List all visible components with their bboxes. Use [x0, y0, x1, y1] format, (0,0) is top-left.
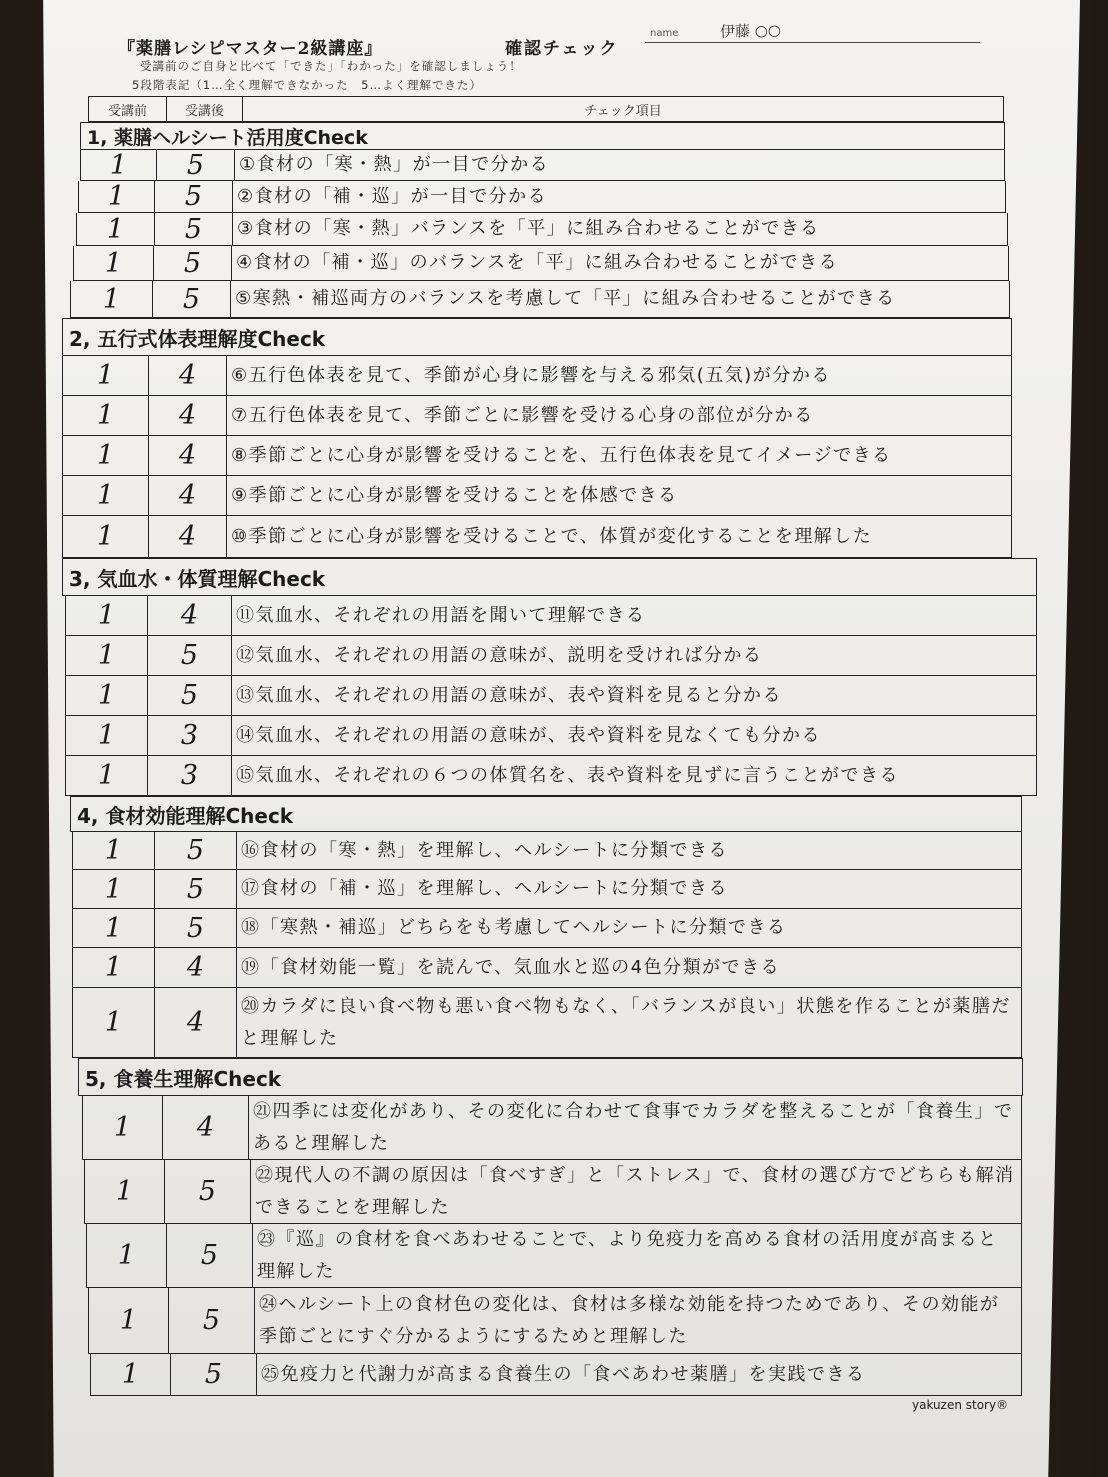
score-before: 1	[63, 396, 149, 435]
check-item-text: ⑪気血水、それぞれの用語を聞いて理解できる	[236, 604, 646, 626]
check-item-text: ⑯食材の「寒・熱」を理解し、ヘルシートに分類できる	[241, 839, 729, 861]
score-before: 1	[81, 150, 157, 180]
score-after: 5	[154, 246, 232, 280]
table-row	[72, 832, 1022, 870]
check-item-text: ⑬気血水、それぞれの用語の意味が、表や資料を見ると分かる	[236, 684, 782, 706]
score-before: 1	[83, 1096, 163, 1159]
score-after: 4	[149, 476, 227, 515]
name-value: 伊藤 ○○	[719, 20, 782, 42]
table-row	[90, 1354, 1022, 1396]
check-item-text: ⑰食材の「補・巡」を理解し、ヘルシートに分類できる	[241, 878, 729, 900]
score-before: 1	[89, 1288, 169, 1353]
table-row	[86, 1224, 1022, 1288]
score-before: 1	[73, 909, 155, 947]
score-before: 1	[85, 1160, 165, 1223]
table-row	[88, 1288, 1022, 1354]
check-item-text: ⑦五行色体表を見て、季節ごとに影響を受ける心身の部位が分かる	[231, 404, 814, 426]
score-after: 4	[148, 596, 232, 635]
score-after: 3	[148, 716, 232, 755]
score-before: 1	[73, 948, 155, 987]
score-before: 1	[73, 870, 155, 908]
score-after: 4	[149, 396, 227, 435]
score-before: 1	[79, 181, 155, 212]
instruction-line-2: 5段階表記（1…全く理解できなかった 5…よく理解できた）	[132, 78, 482, 92]
score-before: 1	[66, 716, 148, 755]
table-row	[65, 596, 1037, 636]
check-item-text: ⑩季節ごとに心身が影響を受けることで、体質が変化することを理解した	[231, 525, 873, 547]
score-before: 1	[73, 988, 155, 1057]
header-after: 受講後	[167, 97, 243, 121]
score-before: 1	[63, 516, 149, 557]
check-item-text: ㉑四季には変化があり、その変化に合わせて食事でカラダを整えることが「食養生」であると理解した	[253, 1101, 1014, 1154]
check-item-text: ⑲「食材効能一覧」を読んで、気血水と巡の4色分類ができる	[241, 956, 781, 978]
check-item-text: ㉓『巡』の食材を食べあわせることで、より免疫力を高める食材の活用度が高まると理解した	[257, 1229, 998, 1282]
table-row	[65, 716, 1037, 756]
score-after: 4	[149, 436, 227, 475]
table-row	[72, 948, 1022, 988]
table-row	[72, 870, 1022, 909]
check-item-text: ㉔ヘルシート上の食材色の変化は、食材は多様な効能を持つためであり、その効能が季節ごとにすぐ分かるようにするためと理解した	[259, 1294, 1000, 1347]
check-item-text: ⑫気血水、それぞれの用語の意味が、説明を受ければ分かる	[236, 644, 763, 666]
table-row	[65, 756, 1037, 796]
score-before: 1	[74, 246, 154, 280]
check-item-text: ①食材の「寒・熱」が一目で分かる	[239, 154, 550, 176]
check-item-text: ⑮気血水、それぞれの６つの体質名を、表や資料を見ずに言うことができる	[236, 764, 899, 786]
score-after: 5	[169, 1288, 255, 1353]
score-before: 1	[91, 1354, 171, 1395]
check-item-text: ⑥五行色体表を見て、季節が心身に影響を与える邪気(五気)が分かる	[231, 364, 831, 386]
table-row	[72, 988, 1022, 1058]
score-after: 5	[155, 213, 233, 245]
score-after: 5	[155, 832, 237, 869]
table-row	[62, 436, 1012, 476]
table-row	[80, 150, 1005, 181]
name-label: name	[650, 28, 679, 39]
score-before: 1	[77, 213, 155, 245]
score-after: 5	[148, 676, 232, 715]
table-row	[70, 281, 1010, 318]
score-before: 1	[73, 832, 155, 869]
score-after: 5	[157, 150, 235, 180]
score-after: 5	[155, 909, 237, 947]
score-after: 4	[163, 1096, 249, 1159]
check-item-text: ⑧季節ごとに心身が影響を受けることを、五行色体表を見てイメージできる	[231, 444, 892, 466]
section-title: 3, 気血水・体質理解Check	[62, 558, 1037, 596]
score-before: 1	[66, 596, 148, 635]
footer-brand: yakuzen story®	[912, 1398, 1009, 1412]
check-item-text: ④食材の「補・巡」のバランスを「平」に組み合わせることができる	[236, 252, 839, 274]
score-after: 5	[165, 1160, 251, 1223]
header-item: チェック項目	[584, 103, 662, 119]
score-after: 4	[149, 356, 227, 395]
score-after: 5	[155, 181, 233, 212]
table-row	[76, 213, 1008, 246]
score-after: 4	[155, 948, 237, 987]
header-before: 受講前	[89, 97, 167, 121]
check-item-text: ③食材の「寒・熱」バランスを「平」に組み合わせることができる	[237, 218, 820, 240]
table-row	[62, 476, 1012, 516]
check-item-text: ⑤寒熱・補巡両方のバランスを考慮して「平」に組み合わせることができる	[235, 288, 896, 310]
table-row	[78, 181, 1006, 213]
table-row	[62, 396, 1012, 436]
table-row	[82, 1096, 1022, 1160]
score-after: 5	[167, 1224, 253, 1287]
table-header	[88, 96, 1004, 122]
score-before: 1	[66, 676, 148, 715]
score-before: 1	[63, 476, 149, 515]
score-before: 1	[71, 281, 153, 317]
table-row	[72, 909, 1022, 948]
check-item-text: ⑱「寒熱・補巡」どちらをも考慮してヘルシートに分類できる	[241, 917, 787, 939]
check-item-text: ⑭気血水、それぞれの用語の意味が、表や資料を見なくても分かる	[236, 724, 821, 746]
score-after: 5	[153, 281, 231, 317]
section-title: 2, 五行式体表理解度Check	[62, 318, 1012, 356]
score-after: 5	[171, 1354, 257, 1395]
section-title: 4, 食材効能理解Check	[70, 796, 1022, 832]
section-title: 1, 薬膳ヘルシート活用度Check	[80, 122, 1005, 150]
score-after: 4	[149, 516, 227, 557]
score-before: 1	[66, 756, 148, 795]
check-item-text: ⑨季節ごとに心身が影響を受けることを体感できる	[231, 484, 678, 506]
score-before: 1	[63, 356, 149, 395]
name-underline	[645, 42, 980, 43]
document-title: 『薬膳レシピマスター2級講座』	[118, 39, 383, 59]
score-after: 5	[155, 870, 237, 908]
score-after: 3	[148, 756, 232, 795]
check-item-text: ㉕免疫力と代謝力が高まる食養生の「食べあわせ薬膳」を実践できる	[261, 1363, 866, 1385]
table-row	[73, 246, 1009, 281]
score-before: 1	[87, 1224, 167, 1287]
table-row	[65, 676, 1037, 716]
score-after: 4	[155, 988, 237, 1057]
table-row	[62, 516, 1012, 558]
instruction-line-1: 受講前のご自身と比べて「できた」「わかった」を確認しましょう！	[140, 59, 522, 73]
check-item-text: ㉒現代人の不調の原因は「食べすぎ」と「ストレス」で、食材の選び方でどちらも解消できることを理解した	[255, 1165, 1015, 1218]
score-before: 1	[63, 436, 149, 475]
check-item-text: ②食材の「補・巡」が一目で分かる	[237, 185, 548, 207]
check-item-text: ⑳カラダに良い食べ物も悪い食べ物もなく、「バランスが良い」状態を作ることが薬膳だと理解した	[241, 996, 1011, 1049]
document-subtitle: 確認チェック	[505, 39, 619, 59]
table-row	[65, 636, 1037, 676]
table-row	[62, 356, 1012, 396]
section-title: 5, 食養生理解Check	[78, 1058, 1023, 1096]
score-after: 5	[148, 636, 232, 675]
score-before: 1	[66, 636, 148, 675]
table-row	[84, 1160, 1022, 1224]
